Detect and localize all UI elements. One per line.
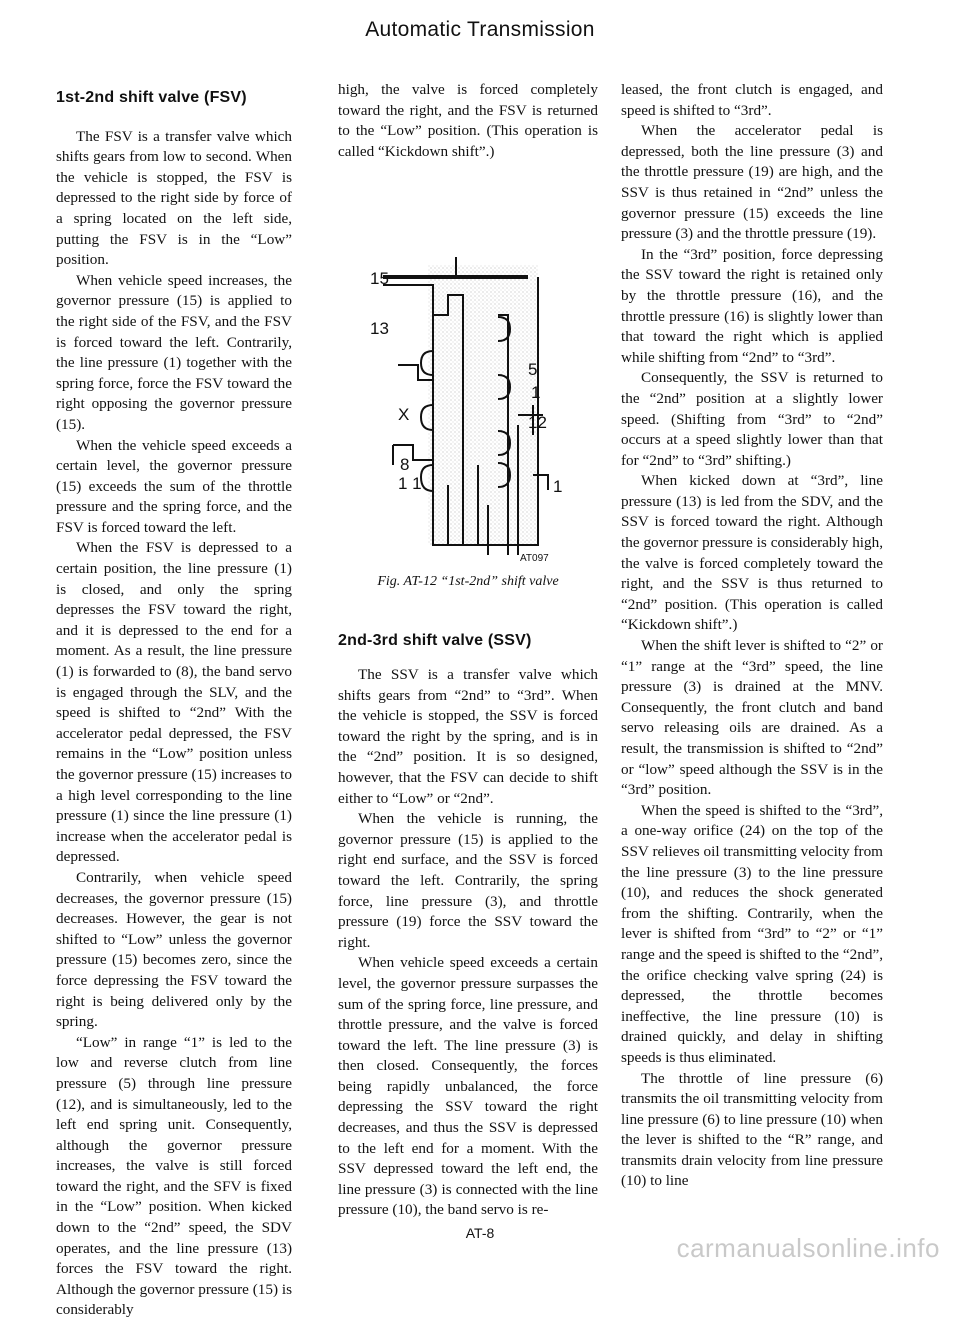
paragraph: The SSV is a transfer valve which shifts gears from “2nd” to “3rd”. When the vehicle is stopped, the SSV is forced toward the right by the spring, and is in the “2nd” position. It is so designed, however, that the FSV can decide to shift either to “Low” or “2nd”. bbox=[338, 666, 598, 807]
label-11: 1 1 bbox=[398, 474, 422, 493]
paragraph: The FSV is a transfer valve which shifts gears from low to second. When the vehicle is stopped, the FSV is depressed to the right side by force of a spring located on the left side, putting the FSV is in the “Low” position. bbox=[56, 127, 292, 269]
paragraph: When vehicle speed exceeds a certain level, the governor pressure surpasses the sum of the spring force, line pressure, and throttle pressure, and the valve is forced toward the left. The line pressure (3) is then closed. Consequently, the forces being rapidly unbalanced, the force depressing the SSV toward the right decreases, and thus the SSV is depressed to the left end for a moment. With the SSV depressed toward the left end, the line pressure (3) is connected with the line pressure (10), the band servo is re- bbox=[338, 954, 598, 1219]
paragraph: When the shift lever is shifted to “2” or “1” range at the “3rd” speed, the line pressure (3) is drained at the MNV. Consequently, the front clutch and band servo releasing oils are drained. As a result, the transmission is shifted to “2nd” or “low” speed although the SSV is in the “3rd” position. bbox=[621, 637, 883, 799]
label-13: 13 bbox=[370, 319, 389, 338]
page-number: AT-8 bbox=[465, 1225, 495, 1241]
paragraph: When the speed is shifted to the “3rd”, a one-way orifice (24) on the top of the SSV relieves oil transmitting velocity from the line pressure (3) to the line pressure (10), and reduces the shock generated from the shifting. Contrarily, when the lever is shifted from “3rd” to “2” or “1” range and the speed is shifted to the “2nd”, the orifice checking valve spring (24) is depressed, the throttle becomes ineffective, the line pressure (10) is drained quickly, and delay in shifting speeds is thus eliminated. bbox=[621, 801, 883, 1066]
watermark: carmanualsonline.info bbox=[676, 1233, 940, 1263]
paragraph: When the FSV is depressed to a certain position, the line pressure (1) is closed, and only the spring depresses the FSV toward the right, and it is depressed to the end for a moment. As a result, the line pressure (1) is forwarded to (8), the band servo is engaged through the SLV, and the speed is shifted to “2nd” With the accelerator pedal depressed, the FSV remains in the “Low” position unless the governor pressure (15) increases to a high level corresponding to the line pressure (1) since the line pressure (1) increase when the accelerator pedal is depressed. bbox=[56, 539, 292, 866]
paragraph: high, the valve is forced completely toward the right, and the FSV is returned to the “Low” position. (This operation is called “Kickdown shift”.) bbox=[338, 81, 598, 160]
column-2-top bbox=[338, 80, 598, 162]
section-heading-ssv: 2nd-3rd shift valve (SSV) bbox=[338, 632, 532, 649]
column-1 bbox=[56, 88, 292, 1321]
paragraph: When kicked down at “3rd”, line pressure (13) is led from the SDV, and the SSV is forced toward the right. Although the governor pressure is considerably high, the valve is forced completely toward the right, and the SSV is thus returned to “2nd” position. (This operation is called “Kickdown shift”.) bbox=[621, 472, 883, 634]
section-heading-fsv: 1st-2nd shift valve (FSV) bbox=[56, 89, 247, 106]
paragraph: When the accelerator pedal is depressed, both the line pressure (3) and the throttle pressure (19) are high, and the SSV is thus retained in “2nd” unless the governor pressure (15) exceeds the line pressure (3) and the throttle pressure (19). bbox=[621, 122, 883, 243]
label-1a: 1 bbox=[531, 383, 541, 402]
label-15: 15 bbox=[370, 269, 389, 288]
column-2-bottom bbox=[338, 665, 598, 1221]
paragraph: Consequently, the SSV is returned to the “2nd” position at a slightly lower speed. (Shifting from “3rd” to “2nd” occurs at a speed slightly lower than that for “2nd” to “3rd” shifting.) bbox=[621, 369, 883, 469]
figure-code: AT097 bbox=[520, 553, 549, 564]
paragraph: When the vehicle speed exceeds a certain level, the governor pressure (15) exceeds the sum of the throttle pressure and the spring force, and the FSV is forced toward the left. bbox=[56, 436, 292, 536]
column-3 bbox=[621, 80, 883, 1192]
paragraph: leased, the front clutch is engaged, and speed is shifted to “3rd”. bbox=[621, 81, 883, 119]
paragraph: Contrarily, when vehicle speed decreases, the governor pressure (15) decreases. However, the gear is not shifted to “Low” unless the governor pressure (15) becomes zero, since the force depressing the FSV toward the right is being delivered only by the spring. bbox=[56, 868, 292, 1031]
paragraph: When vehicle speed increases, the governor pressure (15) is applied to the right side of the FSV, and the FSV is forced toward the left. Contrarily, the line pressure (1) together with the spring force, force the FSV toward the right opposing the governor pressure (15). bbox=[56, 271, 292, 433]
label-x: X bbox=[398, 405, 410, 424]
label-8: 8 bbox=[400, 455, 410, 474]
paragraph: The throttle of line pressure (6) transmits the oil transmitting velocity from line pressure (6) to line pressure (10) when the lever is shifted to the “R” range, and transmits drain velocity from line pressure (10) to line bbox=[621, 1069, 883, 1190]
label-12: 12 bbox=[528, 413, 547, 432]
label-1b: 1 bbox=[553, 477, 563, 496]
paragraph: “Low” in range “1” is led to the low and reverse clutch from line pressure (5) through line pressure (12), and is simultaneously, led to the left end spring unit. Consequently, although the governor pressure increases, the valve is still forced toward the right, and the SFV is fixed in the “Low” position. When kicked down to the “2nd” speed, the SDV operates, and the line pressure (13) forces the FSV toward the right. Although the governor pressure (15) is considerably bbox=[56, 1033, 292, 1319]
paragraph: When the vehicle is running, the governor pressure (15) is applied to the right end surface, and the SSV is forced toward the left. Contrarily, the spring force, line pressure (3), and throttle pressure (19) force the SSV toward the right. bbox=[338, 810, 598, 951]
page-header: Automatic Transmission bbox=[365, 18, 595, 41]
figure-caption: Fig. AT-12 “1st-2nd” shift valve bbox=[377, 574, 559, 589]
label-5: 5 bbox=[528, 360, 538, 379]
shift-valve-diagram bbox=[338, 255, 598, 585]
paragraph: In the “3rd” position, force depressing the SSV toward the right is retained only by the throttle pressure (16), and the throttle pressure (16) is slightly lower than that toward the right which is applied while shifting from “2nd” to “3rd”. bbox=[621, 245, 883, 366]
